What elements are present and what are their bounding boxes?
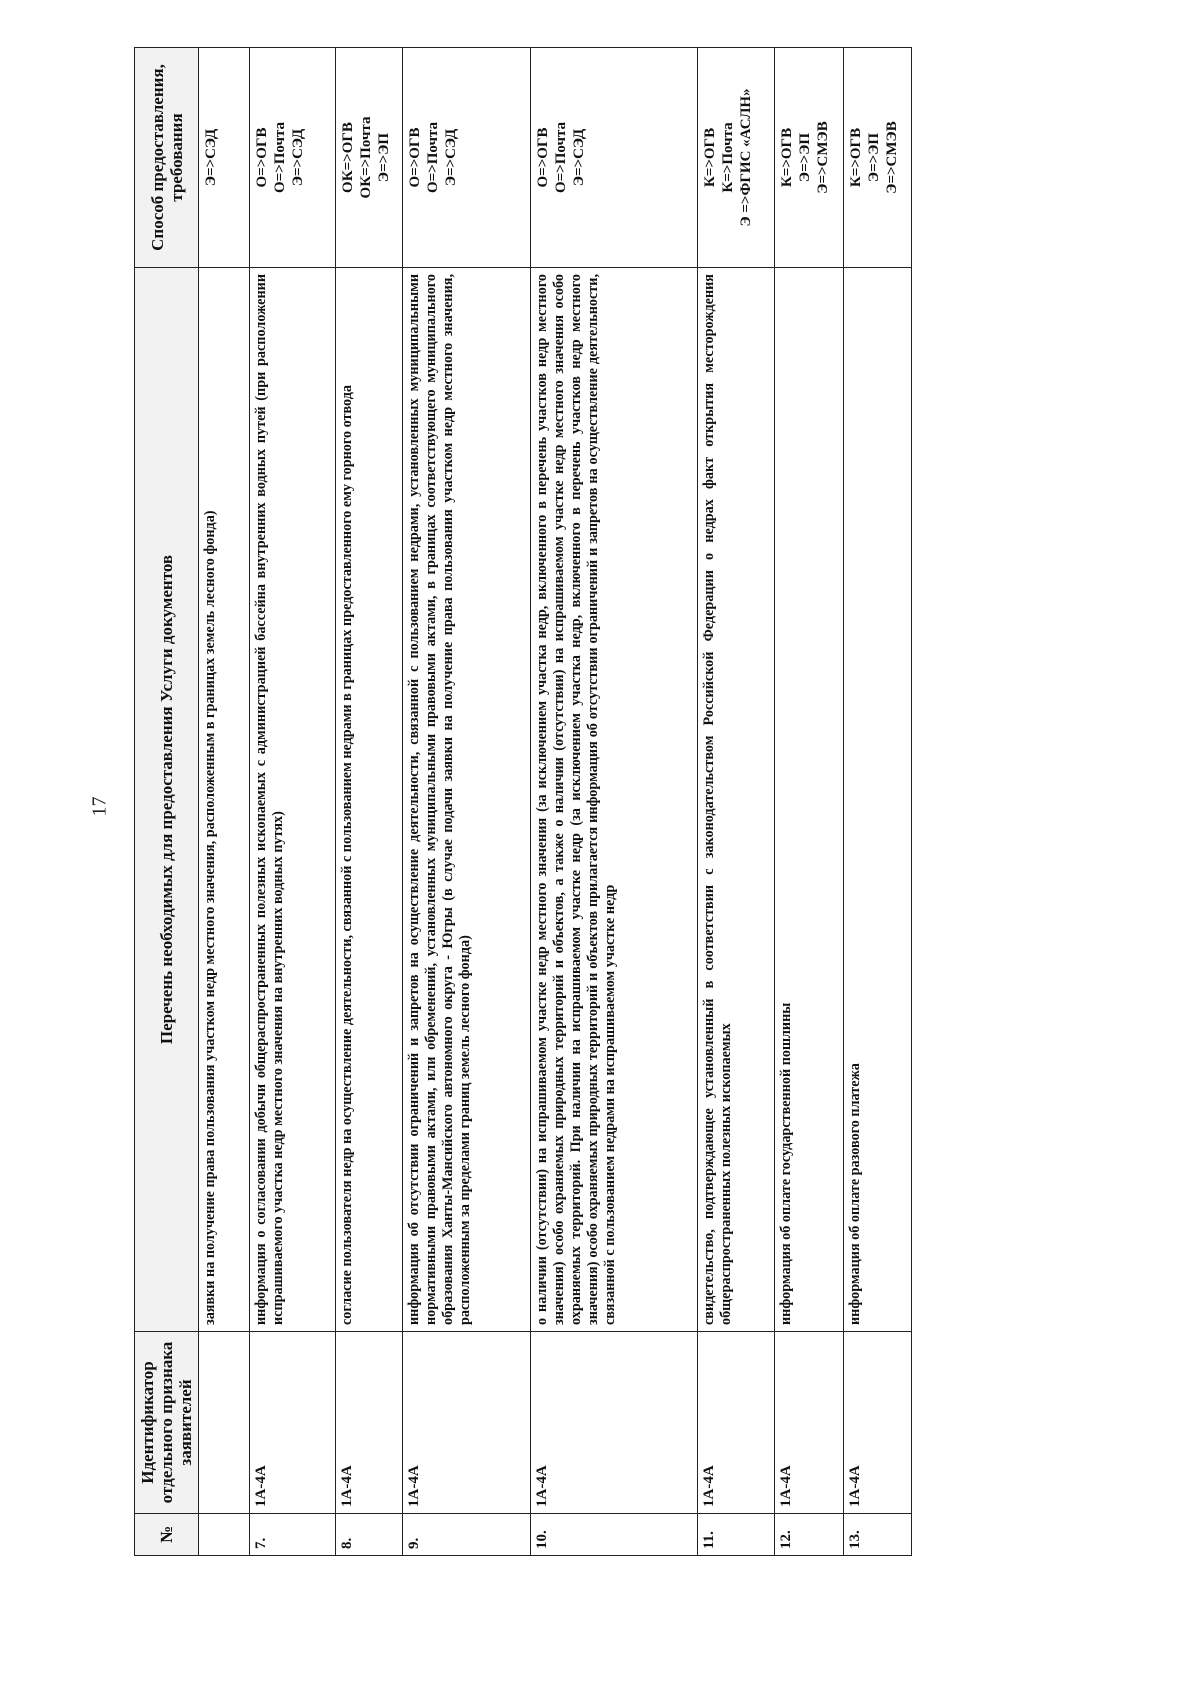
row-identifier: 1А-4А bbox=[843, 1332, 911, 1514]
method-line: К=>ОГВ bbox=[779, 127, 796, 188]
header-num: № bbox=[135, 1514, 199, 1556]
table-row bbox=[249, 48, 335, 1556]
method-line: Э=>СЭД bbox=[570, 128, 587, 187]
table-row bbox=[530, 48, 698, 1556]
table-row bbox=[402, 48, 530, 1556]
table-row bbox=[775, 48, 843, 1556]
row-number: 11. bbox=[698, 1514, 775, 1556]
method-line: О=>Почта bbox=[424, 121, 441, 194]
row-identifier: 1А-4А bbox=[530, 1332, 698, 1514]
method-line: К=>ОГВ bbox=[702, 127, 719, 188]
table-row bbox=[199, 48, 250, 1556]
row-method bbox=[402, 48, 530, 268]
row-document-description: заявки на получение права пользования участком недр местного значения, расположенным в границах земель лесного фонда) bbox=[199, 268, 250, 1332]
row-method bbox=[775, 48, 843, 268]
method-line: К=>Почта bbox=[720, 122, 737, 193]
row-number: 12. bbox=[775, 1514, 843, 1556]
row-method bbox=[843, 48, 911, 268]
header-method: Способ предоставления, требования bbox=[135, 48, 199, 268]
row-document-description: информация о согласовании добычи общераспространенных полезных ископаемых с администрацией бассейна внутренних водных путей (при расположении испрашиваемого участка недр местного значения на внутренних водных путях) bbox=[249, 268, 335, 1332]
row-identifier: 1А-4А bbox=[249, 1332, 335, 1514]
method-line: К=>ОГВ bbox=[847, 127, 864, 188]
row-identifier bbox=[199, 1332, 250, 1514]
row-method bbox=[249, 48, 335, 268]
method-line: Э=>ЭП bbox=[375, 132, 392, 183]
method-line: Э=>СЭД bbox=[289, 128, 306, 187]
row-document-description: информация об оплате разового платежа bbox=[843, 268, 911, 1332]
row-document-description: свидетельство, подтверждающее установленный в соответствии с законодательством Российской Федерации о недрах факт открытия месторождения общераспространенных полезных ископаемых bbox=[698, 268, 775, 1332]
row-document-description: о наличии (отсутствии) на испрашиваемом участке недр местного значения (за исключением участка недр, включенного в перечень участков недр местного значения) особо охраняемых природных территорий и объектов, а также о наличии (отсутствии) на испрашиваемом участке недр местного значения особо охраняемых территорий. При наличии на испрашиваемом участке недр (за исключением участка недр, включенного в перечень участков недр местного значения) особо охраняемых природных территорий и объектов прилагается информация об отсутствии ограничений и запретов на осуществление деятельности, связанной с пользованием недрами на испрашиваемом участке недр bbox=[530, 268, 698, 1332]
row-identifier: 1А-4А bbox=[775, 1332, 843, 1514]
method-line: Э=>СМЭВ bbox=[883, 121, 900, 194]
row-method bbox=[199, 48, 250, 268]
table-row bbox=[843, 48, 911, 1556]
method-line: Э=>СЭД bbox=[203, 128, 219, 187]
row-identifier: 1А-4А bbox=[402, 1332, 530, 1514]
method-line: Э=>ЭП bbox=[797, 132, 814, 183]
row-document-description: информация об отсутствии ограничений и запретов на осуществление деятельности, связанной с пользованием недрами, установленных муниципальными нормативными правовыми актами, или обременений, установленных муниципальными правовыми актами, в границах соответствующего муниципального образования Ханты-Мансийского автономного округа - Югры (в случае подачи заявки на получение права пользования участком недр местного значения, расположенным за пределами границ земель лесного фонда) bbox=[402, 268, 530, 1332]
row-method bbox=[698, 48, 775, 268]
method-line: О=>ОГВ bbox=[534, 127, 551, 188]
header-identifier: Идентификатор отдельного признака заявителей bbox=[135, 1332, 199, 1514]
row-identifier: 1А-4А bbox=[698, 1332, 775, 1514]
method-line: Э=>ЭП bbox=[865, 132, 882, 183]
row-document-description: согласие пользователя недр на осуществление деятельности, связанной с пользованием недрами в границах предоставленного ему горного отвода bbox=[335, 268, 402, 1332]
method-line: Э =>ФГИС «АСЛН» bbox=[738, 88, 755, 227]
page-number: 17 bbox=[88, 796, 111, 817]
method-line: ОК=>ОГВ bbox=[339, 122, 356, 193]
row-number bbox=[199, 1514, 250, 1556]
table-row bbox=[335, 48, 402, 1556]
method-line: О=>ОГВ bbox=[253, 127, 270, 188]
documents-table bbox=[134, 47, 912, 1556]
row-number: 13. bbox=[843, 1514, 911, 1556]
method-line: О=>Почта bbox=[552, 121, 569, 194]
rotated-table-container bbox=[134, 48, 912, 1556]
method-line: Э=>СМЭВ bbox=[815, 121, 832, 194]
table-header-row bbox=[135, 48, 199, 1556]
method-line: О=>Почта bbox=[271, 121, 288, 194]
row-method bbox=[530, 48, 698, 268]
header-documents: Перечень необходимых для предоставления Услуги документов bbox=[135, 268, 199, 1332]
row-document-description: информация об оплате государственной пошлины bbox=[775, 268, 843, 1332]
row-number: 8. bbox=[335, 1514, 402, 1556]
table-row bbox=[698, 48, 775, 1556]
row-identifier: 1А-4А bbox=[335, 1332, 402, 1514]
row-number: 9. bbox=[402, 1514, 530, 1556]
row-method bbox=[335, 48, 402, 268]
method-line: Э=>СЭД bbox=[442, 128, 459, 187]
table-body bbox=[199, 48, 912, 1556]
row-number: 7. bbox=[249, 1514, 335, 1556]
method-line: О=>ОГВ bbox=[406, 127, 423, 188]
row-number: 10. bbox=[530, 1514, 698, 1556]
method-line: ОК=>Почта bbox=[357, 116, 374, 199]
